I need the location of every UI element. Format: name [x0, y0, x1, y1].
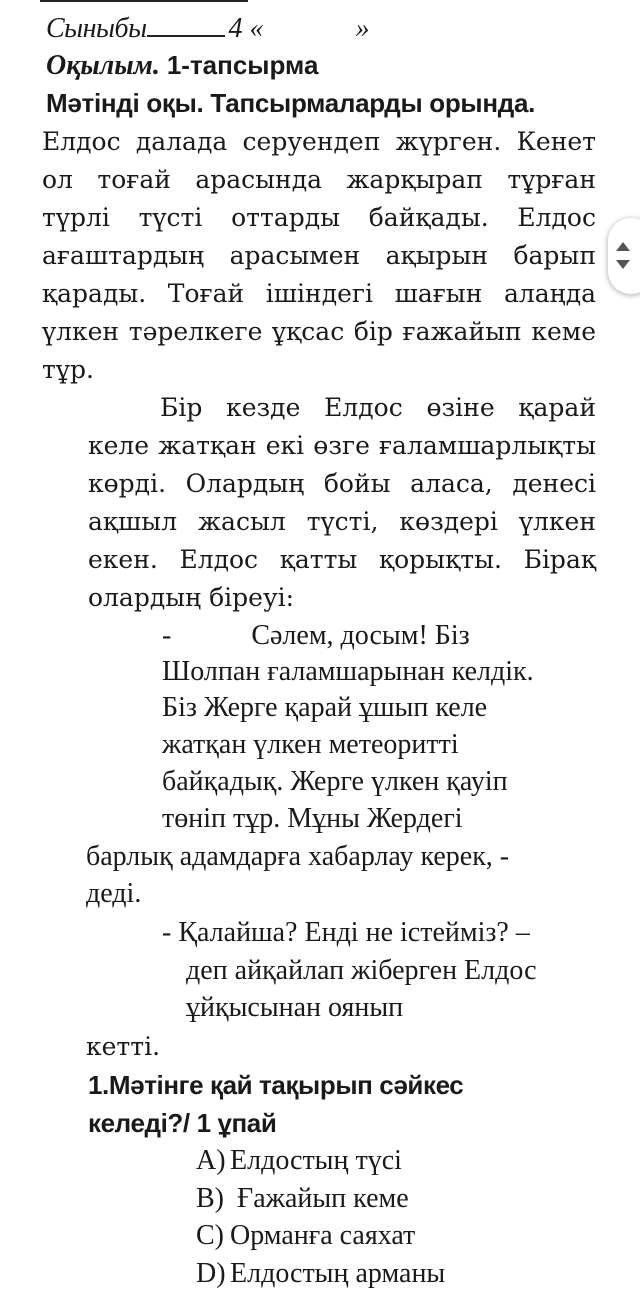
- option-text: Ғажайып кеме: [230, 1183, 409, 1214]
- answer-option-b: [196, 1180, 409, 1218]
- option-text: Орманға саяхат: [230, 1220, 416, 1251]
- dialogue-line: Біз Жерге қарай ұшып келе: [162, 692, 488, 723]
- option-text: Елдостың түсі: [230, 1145, 402, 1176]
- instruction: Мәтінді оқы. Тапсырмаларды орында.: [46, 88, 536, 118]
- question-title: 1.Мәтінге қай тақырып сәйкес: [88, 1070, 464, 1100]
- answer-option-d: [196, 1255, 445, 1293]
- dialogue-line: төніп тұр. Мұны Жердегі: [162, 803, 463, 834]
- text-line: түрлі түсті оттарды байқады. Елдос: [42, 203, 596, 232]
- option-text: Елдостың арманы: [230, 1258, 446, 1289]
- dialogue-line: - Қалайша? Енді не істейміз? –: [162, 917, 530, 948]
- grade: 4 «: [228, 13, 264, 44]
- quote-close: »: [355, 13, 370, 44]
- text-line: ол тоғай арасында жарқырап тұрған: [42, 165, 596, 194]
- text-line: қарады. Тоғай ішіндегі шағын алаңда: [42, 279, 596, 308]
- option-letter: B): [196, 1183, 224, 1214]
- answer-option-a: [196, 1142, 402, 1180]
- class-line: [46, 10, 370, 48]
- text-line: үлкен тәрелкеге ұқсас бір ғажайып кеме: [42, 317, 596, 346]
- top-rule: [40, 0, 248, 2]
- text-line: тұр.: [42, 355, 94, 384]
- option-letter: D): [196, 1258, 226, 1289]
- dialogue-line: ұйқысынан оянып: [186, 992, 404, 1023]
- text-line: кетті.: [86, 1032, 161, 1061]
- task-heading: [46, 46, 318, 85]
- class-label: Сыныбы: [46, 13, 147, 44]
- answer-option-c: [196, 1217, 415, 1255]
- dialogue-line: барлық адамдарға хабарлау керек, -: [86, 841, 510, 872]
- dialogue-dash: -: [162, 620, 172, 651]
- text-line: келе жатқан екі өзге ғаламшарлықты: [88, 431, 596, 460]
- section-label: Оқылым.: [46, 50, 160, 81]
- dialogue-line: байқадық. Жерге үлкен қауіп: [162, 766, 508, 797]
- chevron-up-icon[interactable]: [616, 242, 630, 251]
- text-line: екен. Елдос қатты қорықты. Бірақ: [88, 545, 596, 574]
- scroll-control[interactable]: [608, 218, 640, 294]
- dialogue-line: [162, 617, 592, 655]
- task-label: 1-тапсырма: [166, 50, 319, 80]
- option-letter: A): [196, 1145, 226, 1176]
- question-title: келеді?/ 1 ұпай: [88, 1108, 277, 1138]
- dialogue-line: Шолпан ғаламшарынан келдік.: [162, 656, 534, 687]
- text-line: олардың біреуі:: [88, 583, 295, 612]
- text-line: ақшыл жасыл түсті, көздері үлкен: [88, 507, 596, 536]
- text-line: ағаштардың арасымен ақырын барып: [42, 241, 596, 270]
- dialogue-line: деп айқайлап жіберген Елдос: [186, 955, 537, 986]
- chevron-down-icon[interactable]: [616, 260, 630, 269]
- option-letter: C): [196, 1220, 224, 1251]
- dialogue-line: деді.: [86, 878, 142, 909]
- dialogue-line: жатқан үлкен метеоритті: [162, 729, 459, 760]
- text-line: Елдос далада серуендеп жүрген. Кенет: [42, 127, 596, 156]
- dialogue-text: Сәлем, досым! Біз: [251, 620, 470, 651]
- text-line: Бір кезде Елдос өзіне қарай: [160, 393, 596, 422]
- text-line: көрді. Олардың бойы аласа, денесі: [88, 469, 596, 498]
- class-blank: [147, 13, 225, 37]
